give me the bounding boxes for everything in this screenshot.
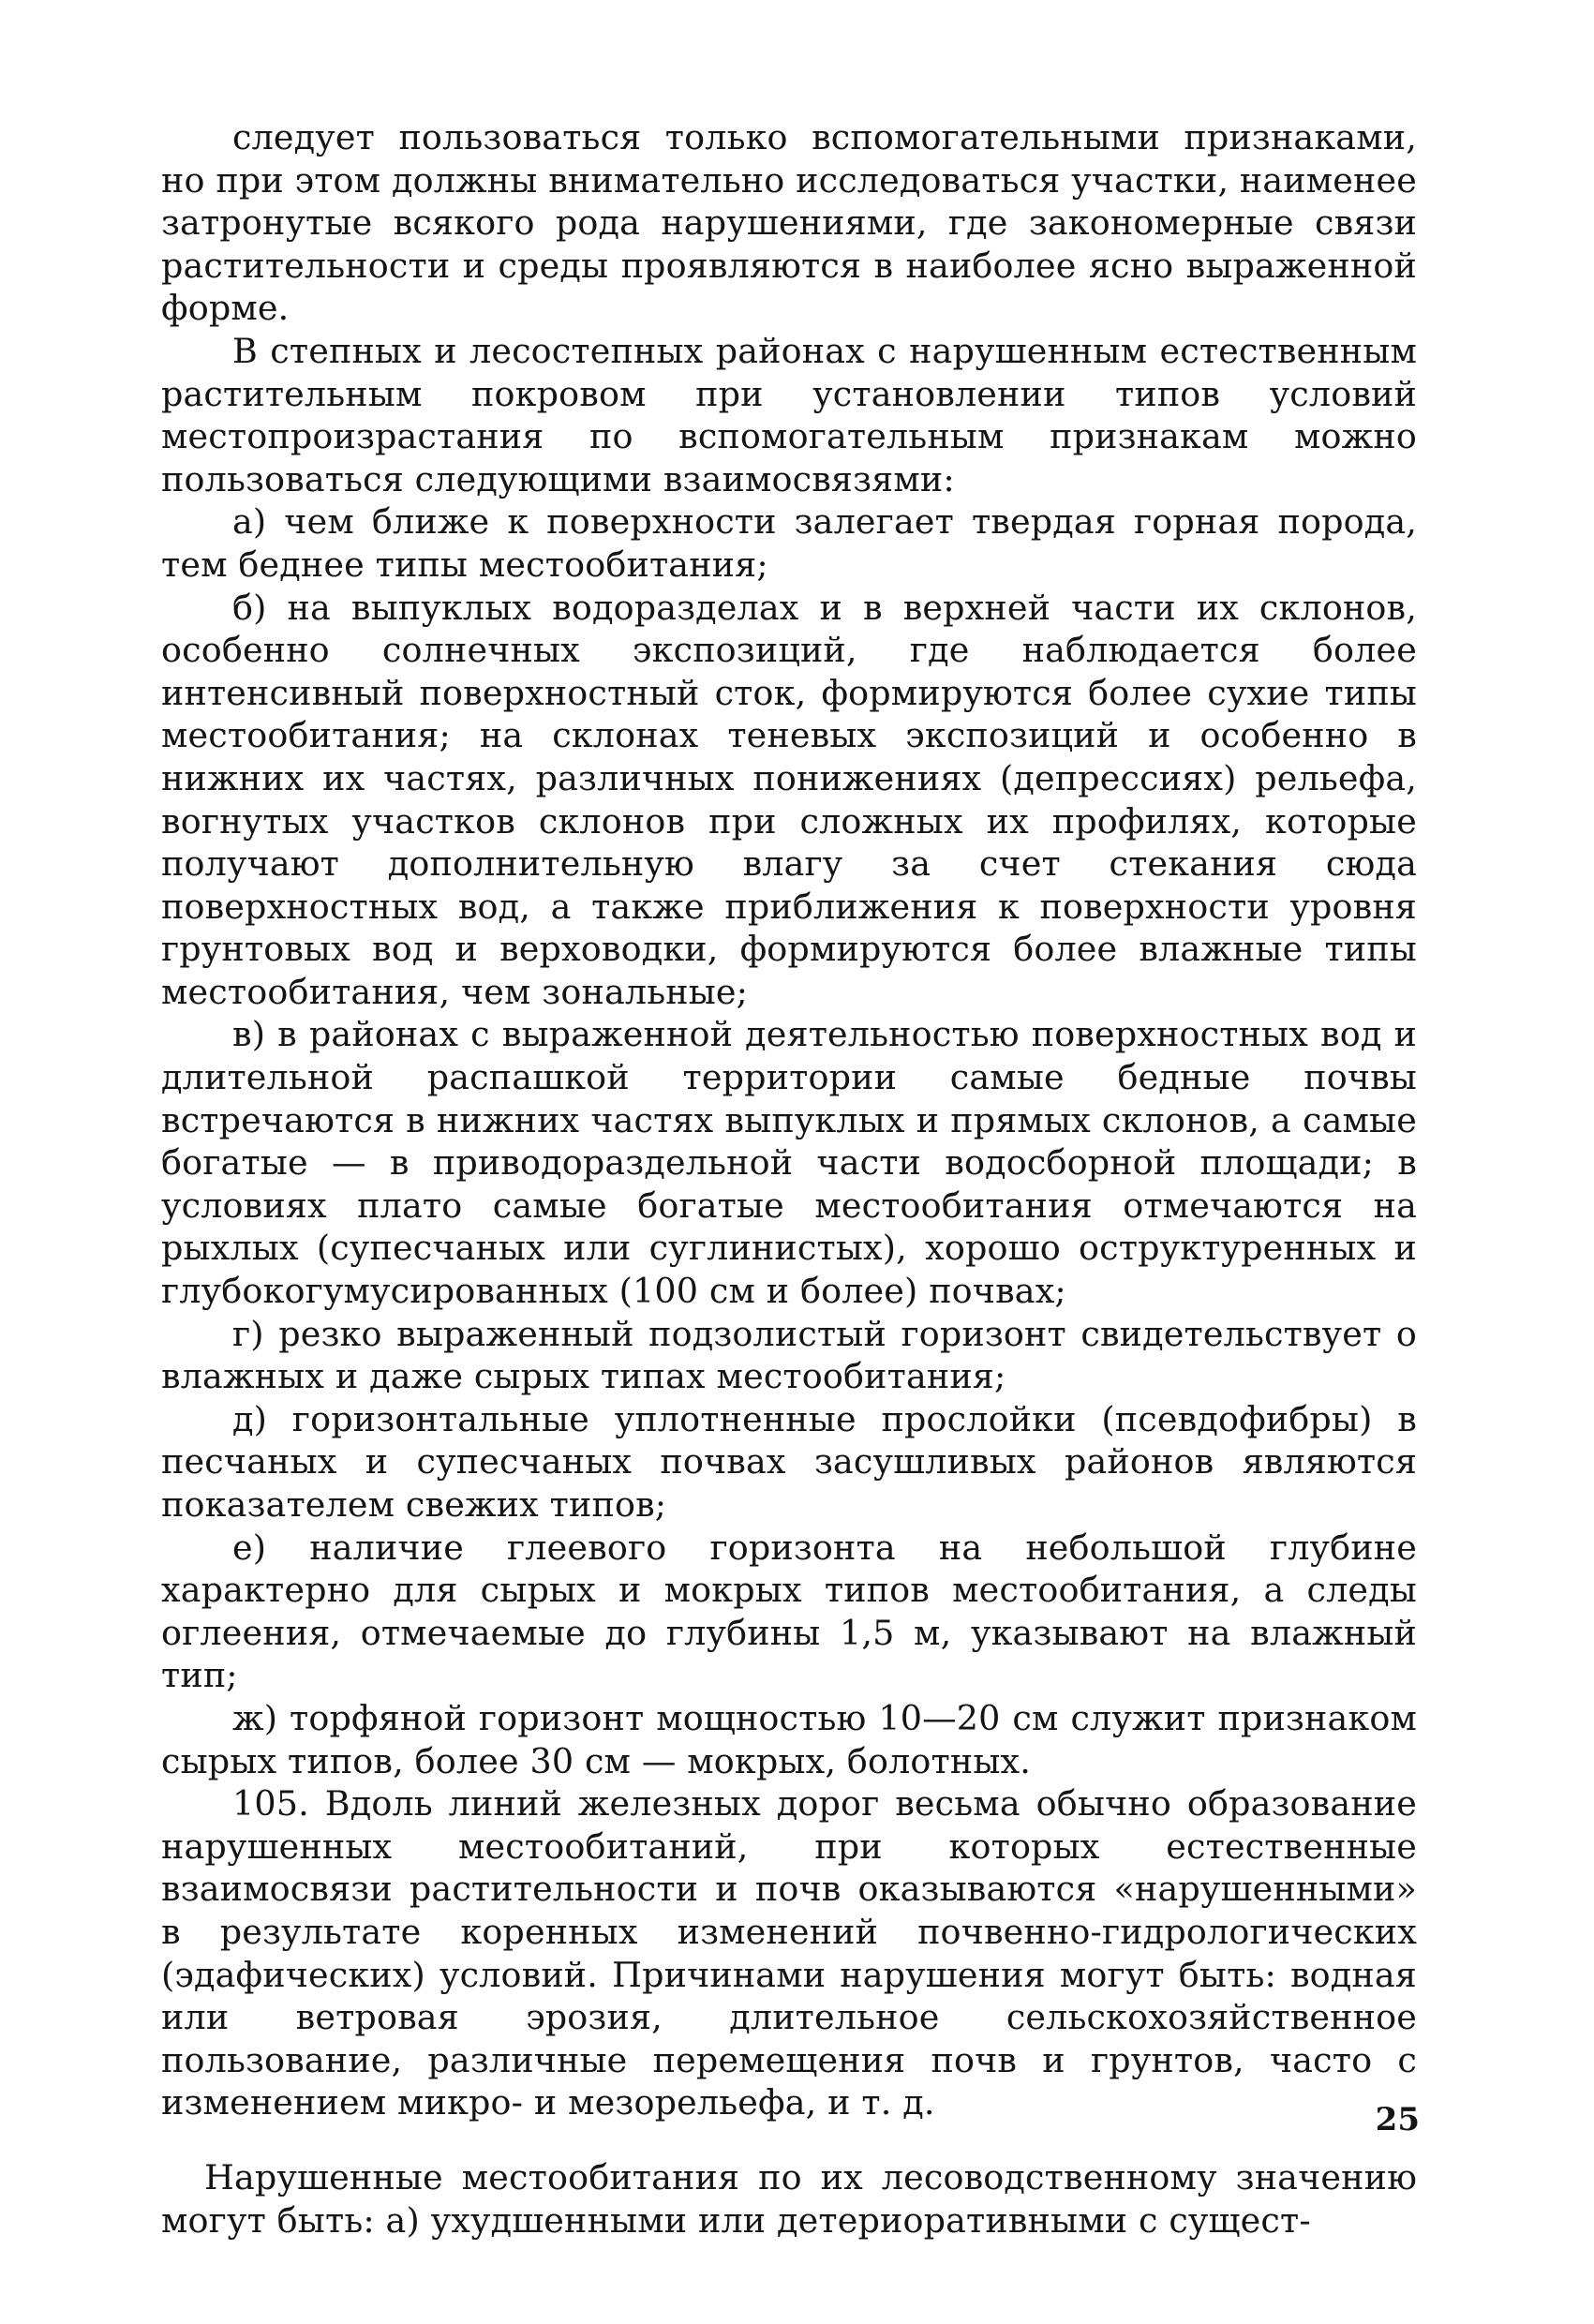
list-item-b: б) на выпуклых водоразделах и в верхней части их склонов, особенно солнечных экспозиций, где наблюдается более интенсивный поверхностный сток, формируются более сухие типы местообитания; на склонах теневых экспозиций и особенно в нижних их частях, различных понижениях (депрессиях) рельефа, вогнутых участков склонов при сложных их профилях, которые получают дополнительную влагу за счет стекания сюда поверхностных вод, а также приближения к поверхности уровня грунтовых вод и верховодки, формируются более влажные типы местообитания, чем зональные;: [161, 587, 1417, 1012]
paragraph-disturbed-habitats: Нарушенные местообитания по их лесоводственному значению могут быть: а) ухудшенными или детериоративными с сущест-: [161, 2156, 1417, 2241]
list-item-g: г) резко выраженный подзолистый горизонт свидетельствует о влажных и даже сырых типах местообитания;: [161, 1313, 1417, 1397]
list-item-a: а) чем ближе к поверхности залегает твердая горная порода, тем беднее типы местообитания;: [161, 501, 1417, 585]
paragraph-steppe-regions: В степных и лесостепных районах с нарушенным естественным растительным покровом при установлении типов условий местопроизрастания по вспомогательным признакам можно пользоваться следующими взаимосвязями:: [161, 330, 1417, 499]
page-number: 25: [1375, 2101, 1420, 2138]
list-item-v: в) в районах с выраженной деятельностью поверхностных вод и длительной распашкой территории самые бедные почвы встречаются в нижних частях выпуклых и прямых склонов, а самые богатые — в приводораздельной части водосборной площади; в условиях плато самые богатые местообитания отмечаются на рыхлых (супесчаных или суглинистых), хорошо оструктуренных и глубокогумусированных (100 см и более) почвах;: [161, 1014, 1417, 1312]
page-body: [161, 116, 1417, 2242]
list-item-zh: ж) торфяной горизонт мощностью 10—20 см служит признаком сырых типов, более 30 см — мокрых, болотных.: [161, 1697, 1417, 1781]
paragraph-105: 105. Вдоль линий железных дорог весьма обычно образование нарушенных местообитаний, при которых естественные взаимосвязи растительности и почв оказываются «нарушенными» в результате коренных изменений почвенно-гидрологических (эдафических) условий. Причинами нарушения могут быть: водная или ветровая эрозия, длительное сельскохозяйственное пользование, различные перемещения почв и грунтов, часто с изменением микро- и мезорельефа, и т. д.: [161, 1783, 1417, 2123]
paragraph-continuation: следует пользоваться только вспомогательными признаками, но при этом должны внимательно исследоваться участки, наименее затронутые всякого рода нарушениями, где закономерные связи растительности и среды проявляются в наиболее ясно выраженной форме.: [161, 117, 1417, 329]
list-item-d: д) горизонтальные уплотненные прослойки (псевдофибры) в песчаных и супесчаных почвах засушливых районов являются показателем свежих типов;: [161, 1398, 1417, 1525]
list-item-e: е) наличие глеевого горизонта на небольшой глубине характерно для сырых и мокрых типов местообитания, а следы оглеения, отмечаемые до глубины 1,5 м, указывают на влажный тип;: [161, 1527, 1417, 1696]
